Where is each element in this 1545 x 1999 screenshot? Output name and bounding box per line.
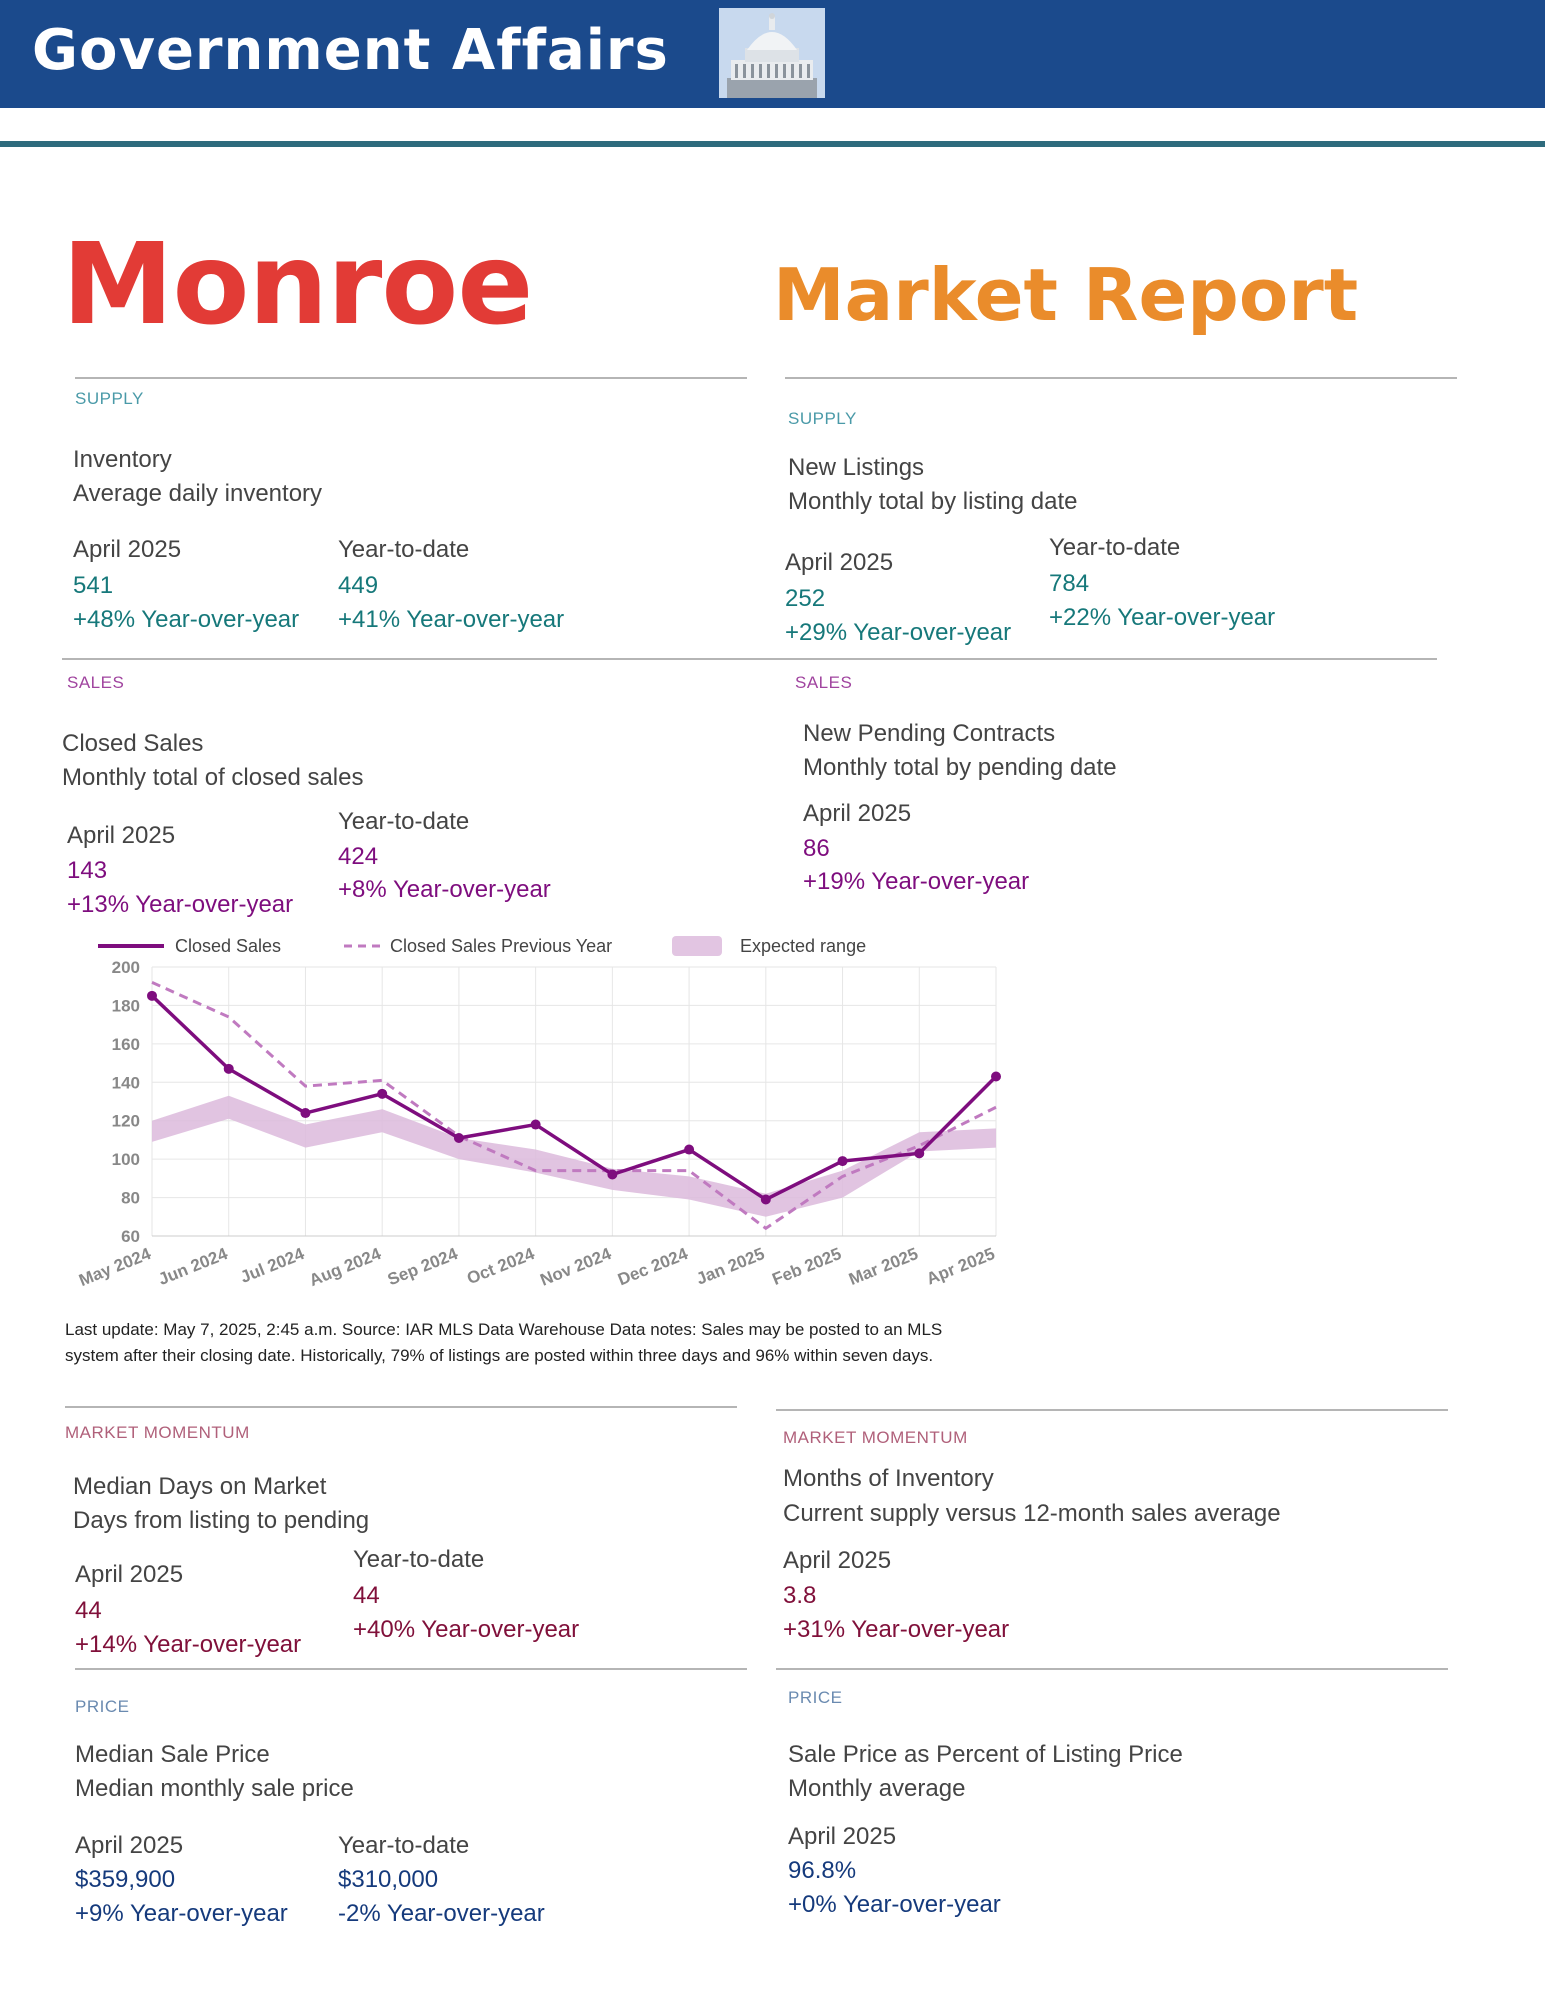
section-divider [75, 1668, 747, 1670]
category-label: SALES [795, 673, 853, 692]
ytd-change: -2% Year-over-year [338, 1900, 545, 1927]
ytd-value: 784 [1049, 570, 1090, 597]
closed-sales-point [914, 1148, 924, 1158]
card-subtitle: Days from listing to pending [73, 1507, 370, 1534]
card-subtitle: Average daily inventory [73, 480, 323, 507]
current-label: April 2025 [783, 1547, 892, 1574]
x-tick-label: Jan 2025 [693, 1244, 768, 1289]
closed-sales-point [684, 1145, 694, 1155]
x-tick-label: Dec 2024 [615, 1244, 691, 1290]
current-change: +19% Year-over-year [803, 868, 1030, 895]
header-title: Government Affairs [32, 18, 669, 83]
current-label: April 2025 [803, 800, 912, 827]
card-title: Median Sale Price [75, 1741, 270, 1768]
category-label: PRICE [75, 1697, 130, 1716]
ytd-label: Year-to-date [338, 536, 470, 563]
card-subtitle: Median monthly sale price [75, 1775, 354, 1802]
category-label: PRICE [788, 1688, 843, 1707]
closed-sales-point [454, 1133, 464, 1143]
card-title: New Listings [788, 454, 925, 481]
x-tick-label: Oct 2024 [464, 1244, 538, 1289]
legend-closed-sales: Closed Sales [175, 936, 282, 956]
closed-sales-point [761, 1194, 771, 1204]
x-tick-label: Jul 2024 [237, 1244, 307, 1287]
current-label: April 2025 [785, 549, 894, 576]
current-label: April 2025 [75, 1561, 184, 1588]
section-divider [62, 658, 1437, 660]
y-tick-label: 60 [121, 1227, 140, 1246]
closed-sales-chart [60, 930, 1010, 1310]
ytd-label: Year-to-date [353, 1546, 485, 1573]
card-title: Inventory [73, 446, 172, 473]
ytd-label: Year-to-date [338, 808, 470, 835]
y-tick-label: 80 [121, 1188, 140, 1208]
ytd-change: +40% Year-over-year [353, 1616, 580, 1643]
current-change: +29% Year-over-year [785, 619, 1012, 646]
capitol-icon [719, 8, 825, 98]
chart-footnote: Last update: May 7, 2025, 2:45 a.m. Source: IAR MLS Data Warehouse Data notes: Sales may be posted to an MLS system after their closing date. Historically, 79% of listings are posted within three days and 96% within seven days. [65, 1320, 943, 1365]
x-tick-label: Aug 2024 [306, 1244, 384, 1291]
y-tick-label: 100 [111, 1150, 140, 1170]
current-change: +0% Year-over-year [788, 1891, 1001, 1918]
ytd-label: Year-to-date [1049, 534, 1181, 561]
legend-expected-range-swatch [672, 936, 722, 956]
category-label: MARKET MOMENTUM [783, 1428, 968, 1447]
closed-sales-point [224, 1064, 234, 1074]
x-tick-label: Mar 2025 [846, 1244, 921, 1289]
x-tick-label: Apr 2025 [923, 1244, 998, 1289]
section-divider [776, 1668, 1448, 1670]
ytd-change: +8% Year-over-year [338, 876, 551, 903]
current-value: 96.8% [788, 1857, 857, 1884]
category-label: SUPPLY [75, 389, 144, 408]
current-change: +48% Year-over-year [73, 606, 300, 633]
closed-sales-point [531, 1120, 541, 1130]
closed-sales-point [377, 1089, 387, 1099]
closed-sales-point [991, 1072, 1001, 1082]
x-tick-label: Sep 2024 [384, 1244, 461, 1290]
current-change: +31% Year-over-year [783, 1616, 1010, 1643]
current-label: April 2025 [67, 822, 176, 849]
current-change: +9% Year-over-year [75, 1900, 288, 1927]
x-tick-label: Jun 2024 [155, 1244, 231, 1289]
y-tick-label: 200 [111, 958, 140, 977]
closed-sales-point [300, 1108, 310, 1118]
current-change: +14% Year-over-year [75, 1631, 302, 1658]
legend-expected-range: Expected range [740, 936, 867, 956]
previous-year-line [152, 982, 996, 1228]
ytd-change: +41% Year-over-year [338, 606, 565, 633]
current-value: 541 [73, 572, 114, 599]
expected-range-band [152, 1096, 996, 1217]
card-title: Months of Inventory [783, 1465, 994, 1492]
x-tick-label: Feb 2025 [769, 1244, 845, 1289]
ytd-value: 424 [338, 843, 379, 870]
ytd-change: +22% Year-over-year [1049, 604, 1276, 631]
y-tick-label: 120 [111, 1111, 140, 1131]
ytd-value: $310,000 [338, 1866, 439, 1893]
y-tick-label: 180 [111, 996, 140, 1016]
section-divider [785, 377, 1457, 379]
closed-sales-point [838, 1156, 848, 1166]
section-divider [65, 1406, 737, 1408]
current-label: April 2025 [75, 1832, 184, 1859]
current-label: April 2025 [788, 1823, 897, 1850]
x-tick-label: May 2024 [76, 1244, 154, 1291]
card-subtitle: Monthly average [788, 1775, 966, 1802]
section-divider [776, 1409, 1448, 1411]
ytd-label: Year-to-date [338, 1832, 470, 1859]
current-value: 252 [785, 585, 826, 612]
closed-sales-point [607, 1170, 617, 1180]
current-change: +13% Year-over-year [67, 891, 294, 918]
legend-previous-year: Closed Sales Previous Year [390, 936, 613, 956]
category-label: SALES [67, 673, 125, 692]
card-title: Closed Sales [62, 730, 204, 757]
current-value: $359,900 [75, 1866, 176, 1893]
current-value: 44 [75, 1597, 102, 1624]
card-subtitle: Monthly total by pending date [803, 754, 1117, 781]
header-divider [0, 141, 1545, 147]
category-label: SUPPLY [788, 409, 857, 428]
card-subtitle: Monthly total by listing date [788, 488, 1078, 515]
y-tick-label: 160 [111, 1034, 140, 1054]
card-subtitle: Current supply versus 12-month sales average [783, 1500, 1281, 1527]
current-value: 3.8 [783, 1582, 817, 1609]
report-title: Market Report [773, 253, 1359, 337]
card-title: Sale Price as Percent of Listing Price [788, 1741, 1183, 1768]
card-title: Median Days on Market [73, 1473, 327, 1500]
ytd-value: 44 [353, 1582, 380, 1609]
ytd-value: 449 [338, 572, 379, 599]
current-value: 143 [67, 857, 108, 884]
y-tick-label: 140 [111, 1073, 140, 1093]
x-tick-label: Nov 2024 [537, 1244, 614, 1290]
city-name: Monroe [62, 220, 533, 350]
closed-sales-point [147, 991, 157, 1001]
section-divider [75, 377, 747, 379]
current-label: April 2025 [73, 536, 182, 563]
card-title: New Pending Contracts [803, 720, 1056, 747]
card-subtitle: Monthly total of closed sales [62, 764, 364, 791]
category-label: MARKET MOMENTUM [65, 1423, 250, 1442]
current-value: 86 [803, 835, 830, 862]
